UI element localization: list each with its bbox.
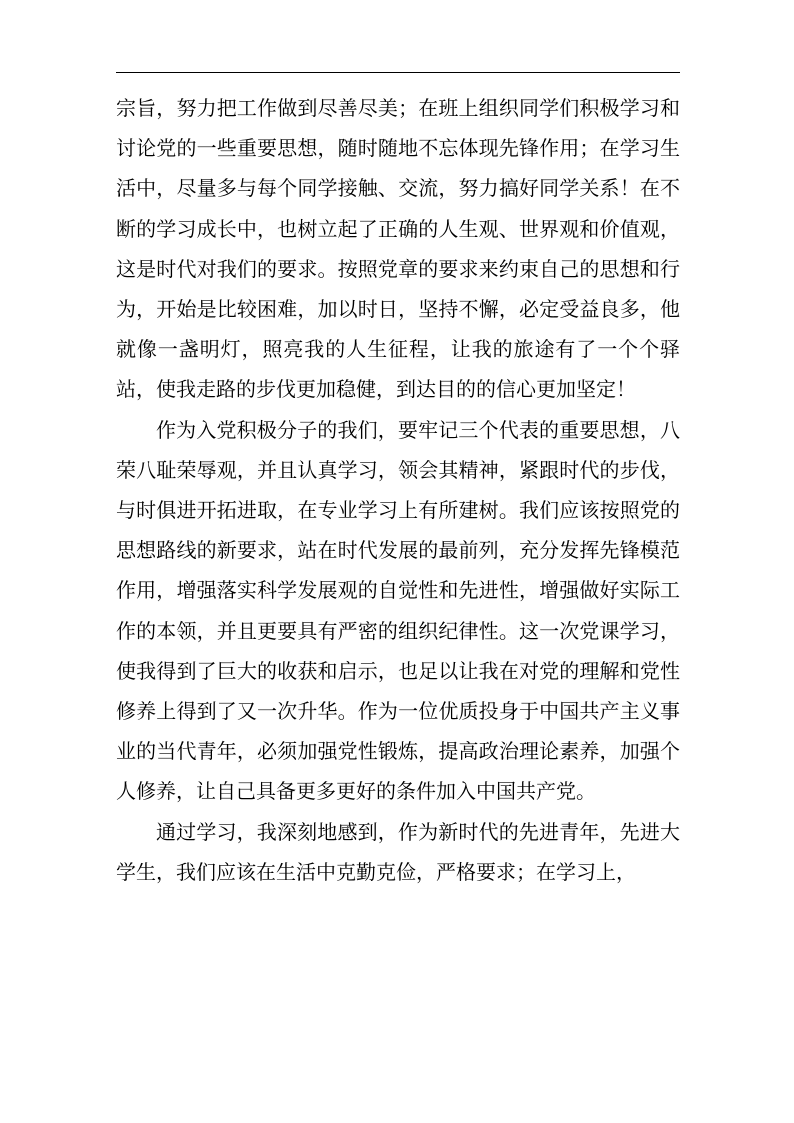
paragraph-1: 宗旨，努力把工作做到尽善尽美；在班上组织同学们积极学习和讨论党的一些重要思想，随时随地不忘体现先锋作用；在学习生活中，尽量多与每个同学接触、交流，努力搞好同学关系！在不断的学习成长中，也树立起了正确的人生观、世界观和价值观，这是时代对我们的要求。按照党章的要求来约束自己的思想和行为，开始是比较困难，加以时日，坚持不懈，必定受益良多，他就像一盏明灯，照亮我的人生征程，让我的旅途有了一个个驿站，使我走路的步伐更加稳健，到达目的的信心更加坚定！ [116, 96, 680, 402]
paragraph-3: 通过学习，我深刻地感到，作为新时代的先进青年，先进大学生，我们应该在生活中克勤克俭，严格要求；在学习上， [116, 819, 680, 884]
document-body [116, 88, 680, 892]
paragraph-2: 作为入党积极分子的我们，要牢记三个代表的重要思想，八荣八耻荣辱观，并且认真学习，领会其精神，紧跟时代的步伐，与时俱进开拓进取，在专业学习上有所建树。我们应该按照党的思想路线的新要求，站在时代发展的最前列，充分发挥先锋模范作用，增强落实科学发展观的自觉性和先进性，增强做好实际工作的本领，并且更要具有严密的组织纪律性。这一次党课学习，使我得到了巨大的收获和启示，也足以让我在对党的理解和党性修养上得到了又一次升华。作为一位优质投身于中国共产主义事业的当代青年，必须加强党性锻炼，提高政治理论素养，加强个人修养，让自己具备更多更好的条件加入中国共产党。 [116, 417, 680, 804]
header-rule [116, 72, 680, 73]
